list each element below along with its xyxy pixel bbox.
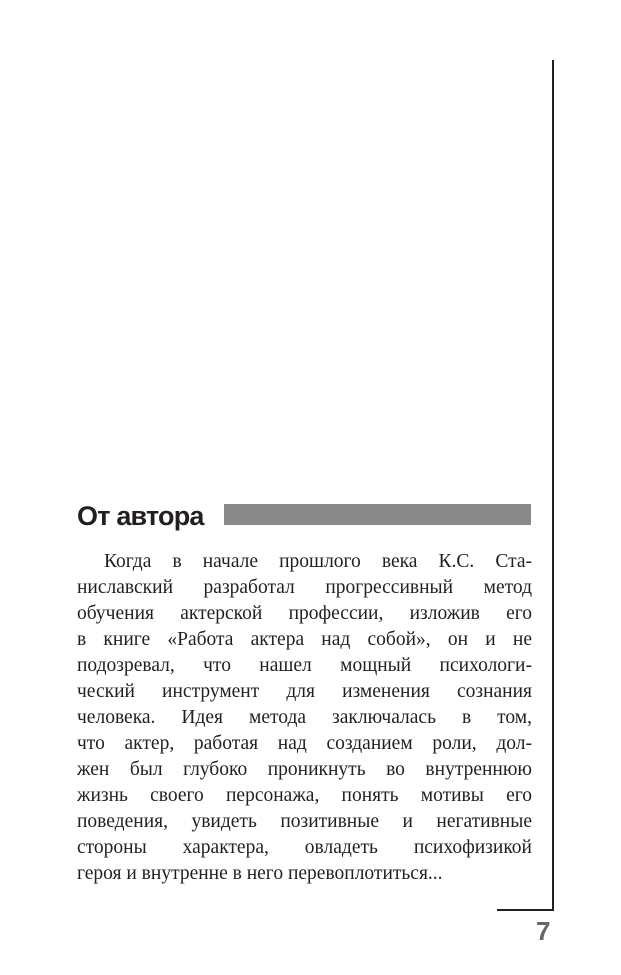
text-line: героя и внутренне в него перевоплотиться... (77, 863, 443, 884)
text-line: Когда в начале прошлого века К.С. Ста- (104, 551, 532, 572)
section-title: От автора (77, 501, 204, 531)
text-line: человека. Идея метода заключалась в том, (77, 707, 532, 728)
footer-rule (497, 909, 554, 911)
text-line: ческий инструмент для изменения сознания (77, 681, 532, 702)
section-heading-row (77, 498, 532, 534)
text-line: ниславский разработал прогрессивный метод (77, 577, 532, 598)
heading-decoration-bar (224, 504, 531, 525)
text-line: в книге «Работа актера над собой», он и не (77, 629, 532, 650)
text-line: поведения, увидеть позитивные и негативные (77, 811, 532, 832)
text-line: стороны характера, овладеть психофизикой (77, 837, 532, 858)
text-line: что актер, работая над созданием роли, дол- (77, 733, 532, 754)
right-margin-rule (552, 60, 554, 910)
text-line: обучения актерской профессии, изложив его (77, 603, 532, 624)
body-paragraph (77, 549, 532, 887)
page-number: 7 (536, 916, 551, 946)
text-line: жизнь своего персонажа, понять мотивы его (77, 785, 532, 806)
text-line: подозревал, что нашел мощный психологи- (77, 655, 532, 676)
text-line: жен был глубоко проникнуть во внутреннюю (77, 759, 532, 780)
